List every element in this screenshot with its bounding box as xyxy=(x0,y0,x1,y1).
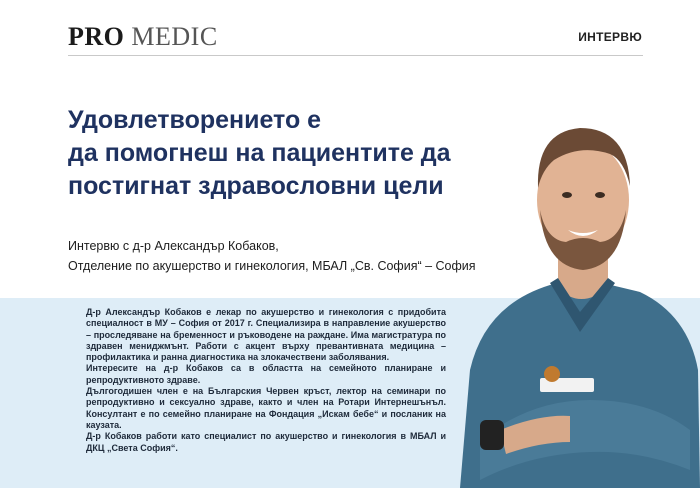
byline-affiliation: Отделение по акушерство и гинекология, МБАЛ „Св. София“ – София xyxy=(68,259,476,273)
section-label: ИНТЕРВЮ xyxy=(578,30,642,44)
header-divider xyxy=(68,55,643,56)
smartwatch-shape xyxy=(480,420,504,450)
headline-line: постигнат здравословни цели xyxy=(68,172,444,200)
bio-paragraph: Интересите на д-р Кобаков са в областта на семейното планиране и репродуктивното здраве. xyxy=(86,363,446,385)
badge-logo-shape xyxy=(544,366,560,382)
bio-paragraph: Д-р Кобаков работи като специалист по акушерство и гинекология в МБАЛ и ДКЦ „Света София“. xyxy=(86,431,446,453)
doctor-portrait-image xyxy=(440,70,700,488)
doctor-bio xyxy=(86,307,446,454)
headline-line: Удовлетворението е xyxy=(68,106,322,134)
brand-medic: MEDIC xyxy=(131,22,218,51)
bio-paragraph: Д-р Александър Кобаков е лекар по акушерство и гинекология с придобита специалност в МУ – София от 2017 г. Специализира в направление акушерство – проследяване на бременност и ръководене на раждане. Има магистратура по здравен мениджмънт. Работи с акцент върху превантивната медицина – профилактика и ранна диагностика на злокачествени заболявания. xyxy=(86,307,446,363)
magazine-logo xyxy=(68,22,218,52)
eye-left xyxy=(562,192,572,198)
headline-line: да помогнеш на пациентите да xyxy=(68,139,451,167)
eye-right xyxy=(595,192,605,198)
bio-paragraph: Дългогодишен член е на Българския Червен кръст, лектор на семинари по репродуктивно и сексуално здраве, както и член на Ротари Интернешънъл. Консултант е по семейно планиране на Фондация „Искам бебе“ и посланик на каузата. xyxy=(86,386,446,430)
byline-name: Интервю с д-р Александър Кобаков, xyxy=(68,239,279,253)
brand-pro: PRO xyxy=(68,22,125,51)
page-header xyxy=(0,0,700,60)
